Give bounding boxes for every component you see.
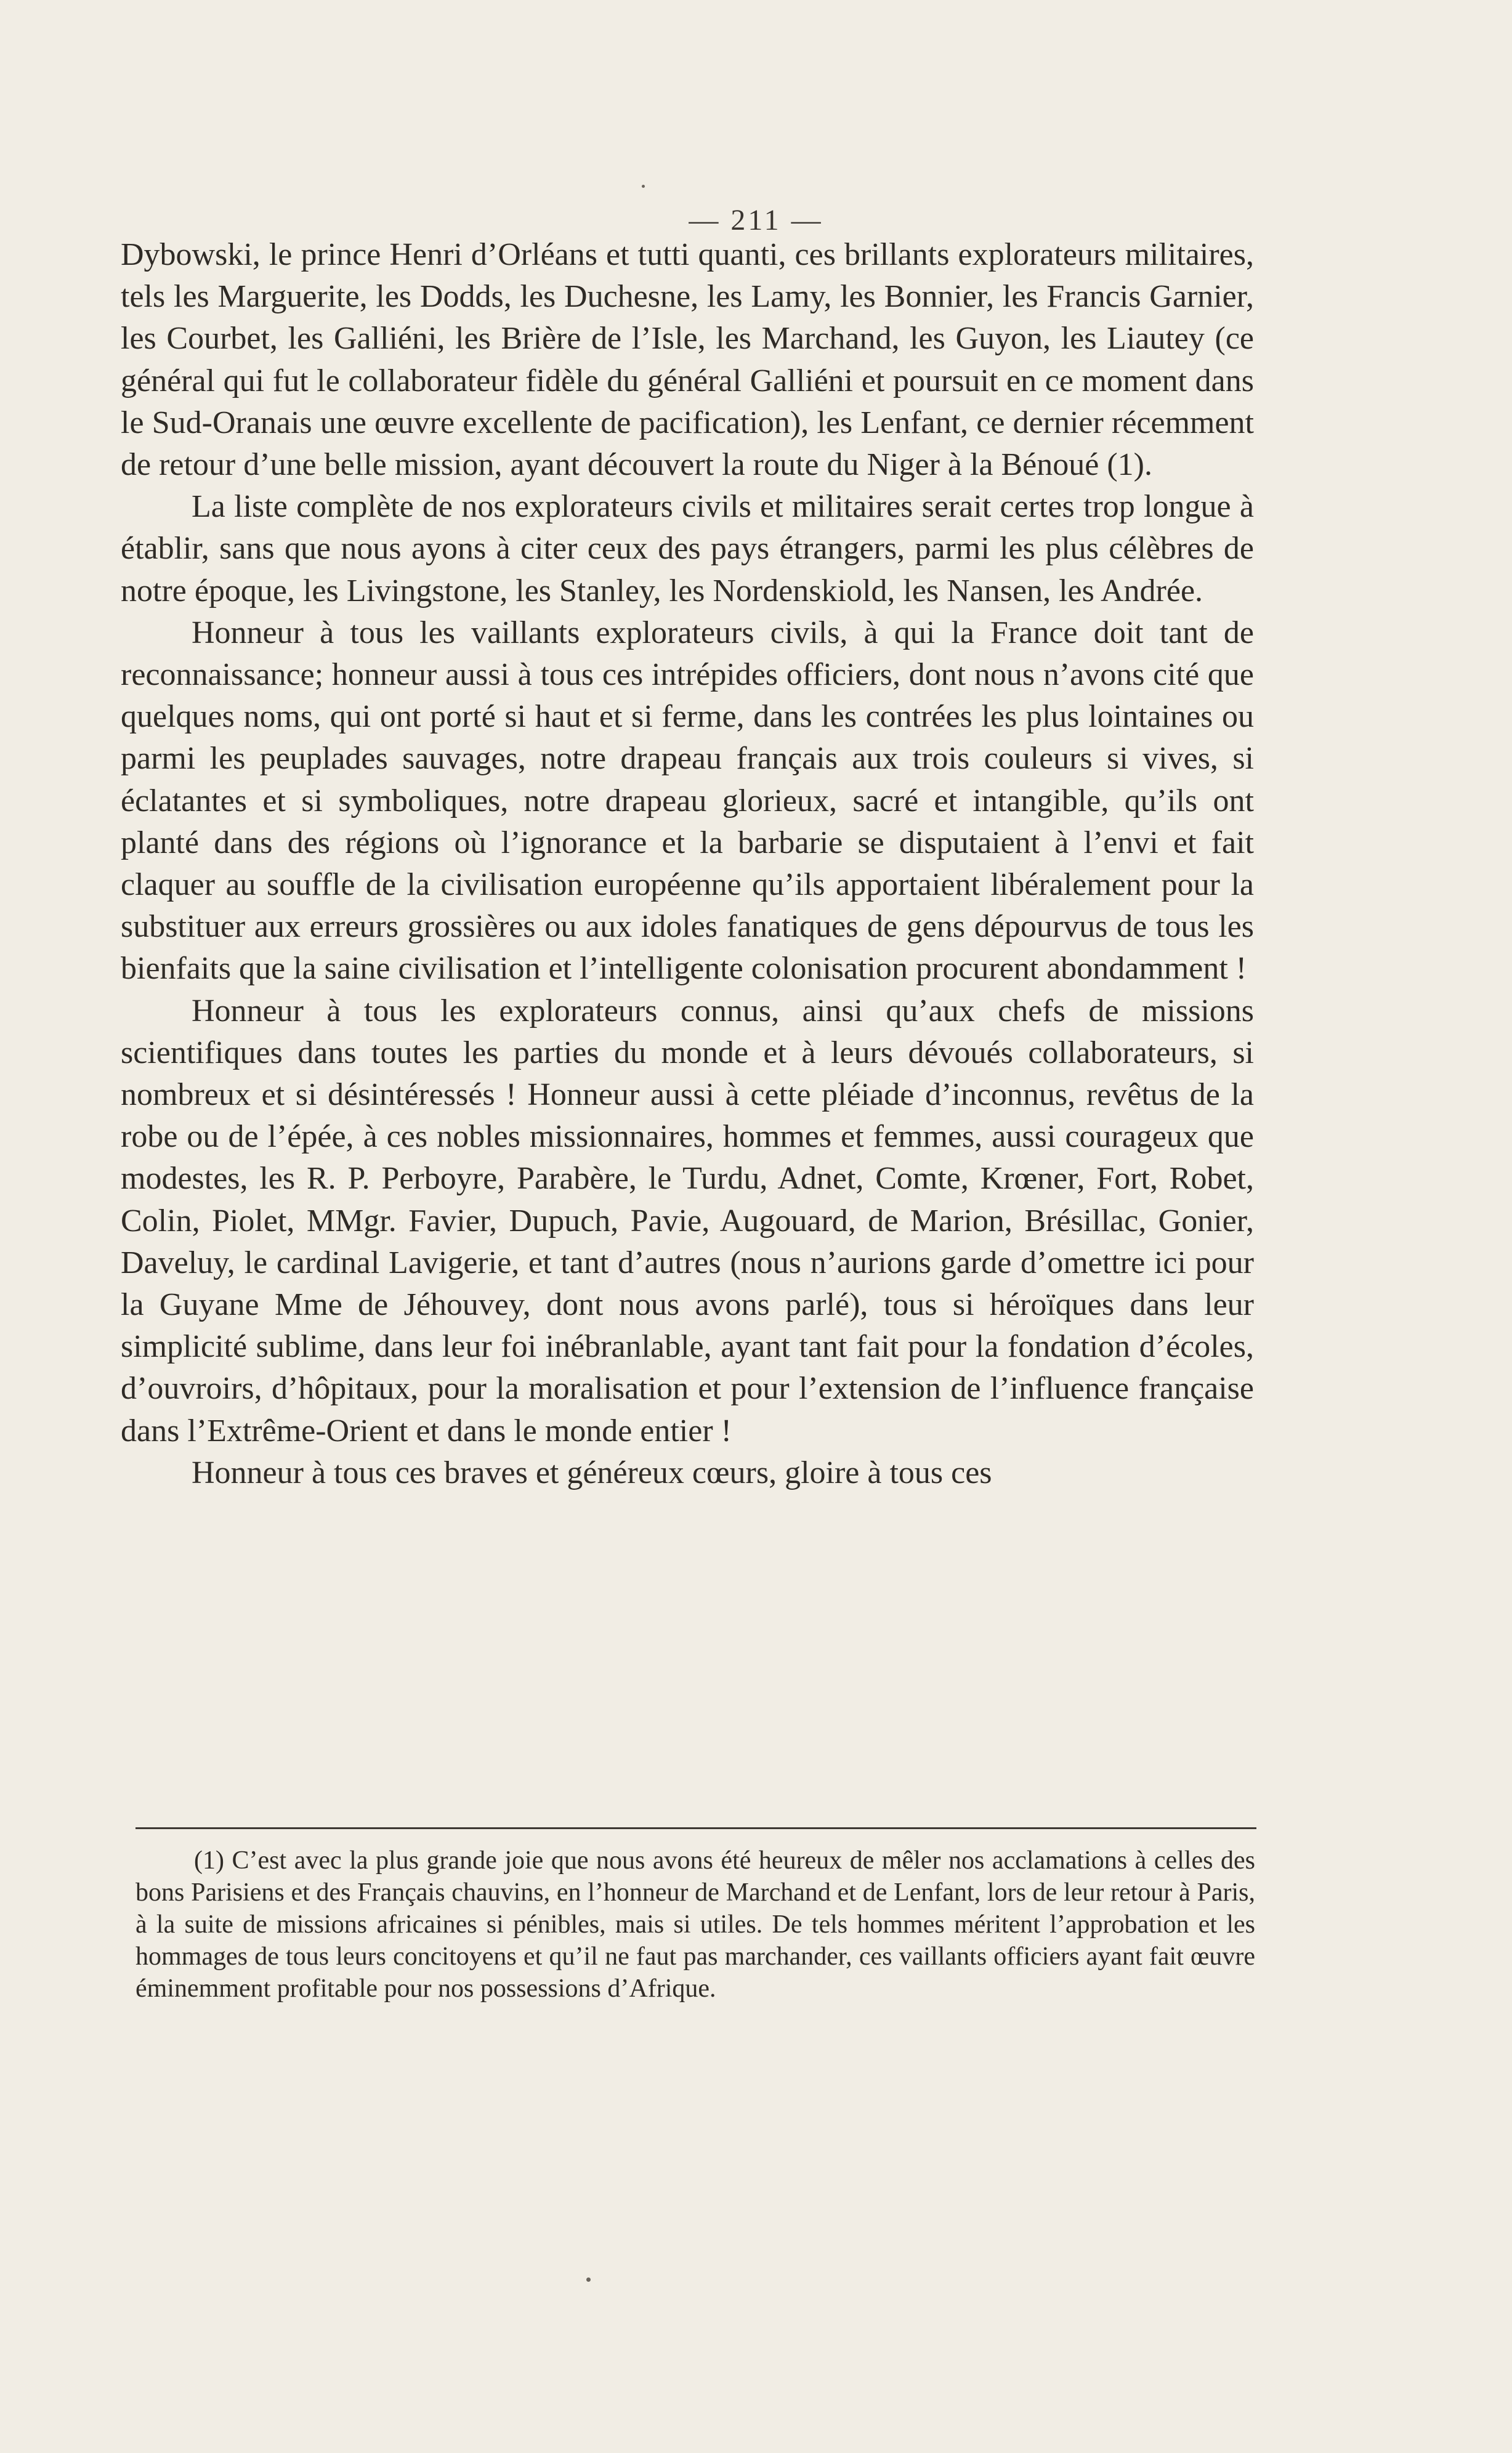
footnote-rule <box>135 1827 1256 1829</box>
paragraph-2: La liste complète de nos explorateurs civils et militaires serait certes trop longue à établir, sans que nous ayons à citer ceux des pays étrangers, parmi les plus célèbres de notre époque, les Livingstone, les Stanley, les Nordenskiold, les Nansen, les Andrée. <box>121 489 1254 608</box>
paper-speck <box>586 2277 591 2282</box>
paragraph-4: Honneur à tous les explorateurs connus, ainsi qu’aux chefs de missions scientifiques dans toutes les parties du monde et à leurs dévoués collaborateurs, si nombreux et si désintéressés ! Honneur aussi à cette pléiade d’inconnus, revêtus de la robe ou de l’épée, à ces nobles missionnaires, hommes et femmes, aussi courageux que modestes, les R. P. Perboyre, Parabère, le Turdu, Adnet, Comte, Krœner, Fort, Robet, Colin, Piolet, MMgr. Favier, Dupuch, Pavie, Augouard, de Marion, Brésillac, Gonier, Daveluy, le cardinal Lavigerie, et tant d’autres (nous n’aurions garde d’omettre ici pour la Guyane Mme de Jéhouvey, dont nous avons parlé), tous si héroïques dans leur simplicité sublime, dans leur foi inébranlable, ayant tant fait pour la fondation d’écoles, d’ouvroirs, d’hôpitaux, pour la moralisation et pour l’extension de l’influence française dans l’Extrême-Orient et dans le monde entier ! <box>121 993 1254 1449</box>
body-text <box>121 234 1254 1494</box>
paragraph-1: Dybowski, le prince Henri d’Orléans et tutti quanti, ces brillants explorateurs militaires, tels les Marguerite, les Dodds, les Duchesne, les Lamy, les Bonnier, les Francis Garnier, les Courbet, les Galliéni, les Brière de l’Isle, les Marchand, les Guyon, les Liautey (ce général qui fut le collaborateur fidèle du général Galliéni et poursuit en ce moment dans le Sud-Oranais une œuvre excellente de pacification), les Lenfant, ce dernier récemment de retour d’une belle mission, ayant découvert la route du Niger à la Bénoué (1). <box>121 237 1254 483</box>
footnote: (1) C’est avec la plus grande joie que nous avons été heureux de mêler nos acclamations à celles des bons Parisiens et des Français chauvins, en l’honneur de Marchand et de Lenfant, lors de leur retour à Paris, à la suite de missions africaines si pénibles, mais si utiles. De tels hommes méritent l’approbation et les hommages de tous leurs concitoyens et qu’il ne faut pas marchander, ces vaillants officiers ayant fait œuvre éminemment profitable pour nos possessions d’Afrique. <box>135 1846 1255 2003</box>
page-number: — 211 — <box>689 204 823 236</box>
paragraph-5: Honneur à tous ces braves et généreux cœurs, gloire à tous ces <box>192 1455 992 1490</box>
paragraph-3: Honneur à tous les vaillants explorateurs civils, à qui la France doit tant de reconnaissance; honneur aussi à tous ces intrépides officiers, dont nous n’avons cité que quelques noms, qui ont porté si haut et si ferme, dans les contrées les plus lointaines ou parmi les peuplades sauvages, notre drapeau français aux trois couleurs si vives, si éclatantes et si symboliques, notre drapeau glorieux, sacré et intangible, qu’ils ont planté dans des régions où l’ignorance et la barbarie se disputaient à l’envi et fait claquer au souffle de la civilisation européenne qu’ils apportaient libéralement pour la substituer aux erreurs grossières ou aux idoles fanatiques de gens dépourvus de tous les bienfaits que la saine civilisation et l’intelligente colonisation procurent abondamment ! <box>121 615 1254 987</box>
paper-speck <box>642 185 645 188</box>
